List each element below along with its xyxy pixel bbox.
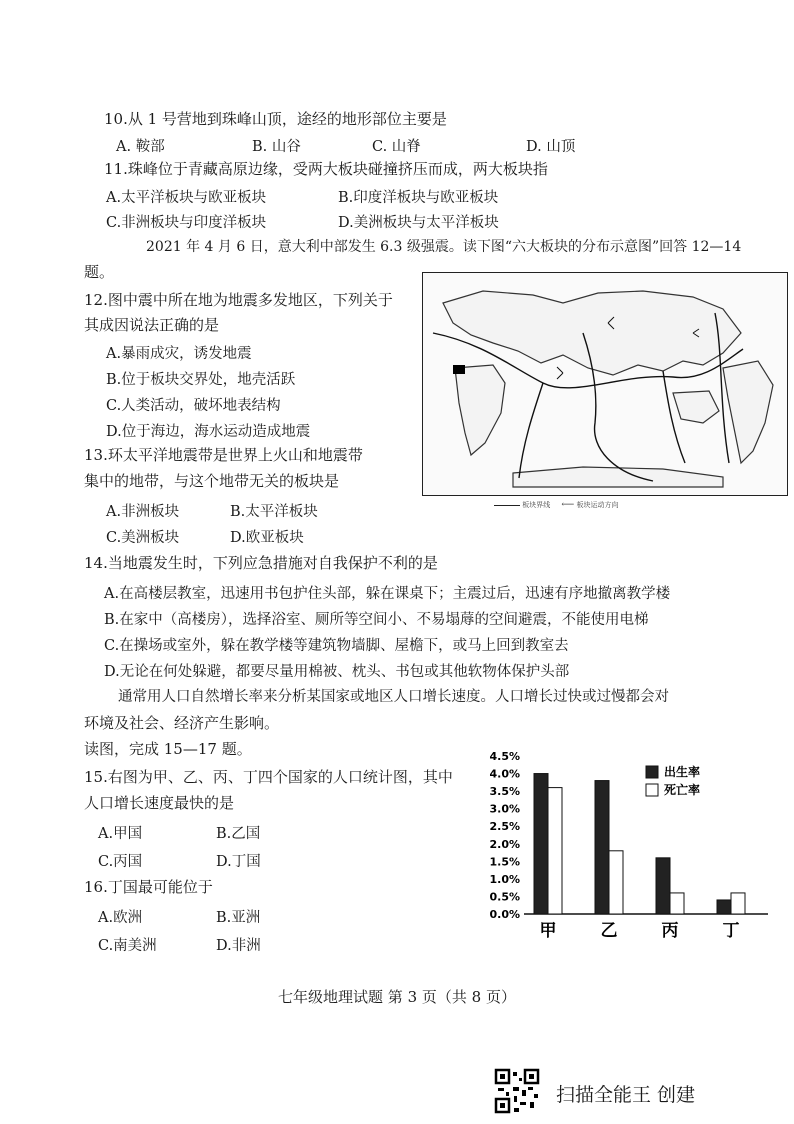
q16-option-b: B.亚洲 <box>216 910 261 926</box>
q15-option-c: C.丙国 <box>98 854 143 870</box>
legend-boundary-label: 板块界线 <box>522 501 551 509</box>
question-10-stem: 10.从 1 号营地到珠峰山顶，途经的地形部位主要是 <box>104 110 447 128</box>
q15-option-b: B.乙国 <box>216 826 261 842</box>
legend-boundary-icon <box>494 505 520 506</box>
question-12-stem-line1: 12.图中震中所在地为地震多发地区，下列关于 <box>84 291 393 309</box>
q16-option-a: A.欧洲 <box>98 910 143 926</box>
question-13-stem-line1: 13.环太平洋地震带是世界上火山和地震带 <box>84 446 363 464</box>
population-chart <box>478 748 778 943</box>
x-category-label: 乙 <box>600 921 618 941</box>
bar-死亡率-丁 <box>731 893 745 914</box>
question-15-stem-line2: 人口增长速度最快的是 <box>84 794 235 812</box>
q14-option-d: D.无论在何处躲避，都要尽量用棉被、枕头、书包或其他软物体保护头部 <box>104 664 570 680</box>
world-map-drawing <box>423 273 787 495</box>
bar-死亡率-乙 <box>609 851 623 914</box>
y-tick-label: 3.0% <box>489 802 520 816</box>
question-14-stem: 14.当地震发生时，下列应急措施对自我保护不利的是 <box>84 554 438 572</box>
legend-swatch-死亡率 <box>646 784 658 796</box>
q14-option-a: A.在高楼层教室，迅速用书包护住头部，躲在课桌下；主震过后，迅速有序地撤离教学楼 <box>104 586 671 602</box>
population-chart-svg <box>478 748 778 943</box>
q12-option-a: A.暴雨成灾，诱发地震 <box>106 346 252 362</box>
map-legend <box>494 500 619 510</box>
y-tick-label: 4.0% <box>489 767 520 781</box>
q10-option-b: B. 山谷 <box>252 139 301 155</box>
q15-option-d: D.丁国 <box>216 854 261 870</box>
q12-option-d: D.位于海边，海水运动造成地震 <box>106 424 311 440</box>
intro-earthquake-line2: 题。 <box>84 263 115 281</box>
y-tick-label: 2.5% <box>489 820 520 834</box>
intro-population-line3: 读图，完成 15—17 题。 <box>84 740 252 758</box>
epicenter-marker <box>453 365 465 374</box>
bar-出生率-丙 <box>656 858 670 914</box>
question-15-stem-line1: 15.右图为甲、乙、丙、丁四个国家的人口统计图，其中 <box>84 768 453 786</box>
page-footer: 七年级地理试题 第 3 页（共 8 页） <box>278 988 516 1006</box>
intro-population-line2: 环境及社会、经济产生影响。 <box>84 714 280 732</box>
q11-option-a: A.太平洋板块与欧亚板块 <box>106 190 267 206</box>
y-tick-label: 2.0% <box>489 837 520 851</box>
q11-option-b: B.印度洋板块与欧亚板块 <box>338 190 499 206</box>
bar-出生率-乙 <box>595 781 609 914</box>
y-tick-label: 1.5% <box>489 855 520 869</box>
y-tick-label: 3.5% <box>489 785 520 799</box>
q14-option-b: B.在家中（高楼房），选择浴室、厕所等空间小、不易塌蓐的空间避震，不能使用电梯 <box>104 612 649 628</box>
q13-option-d: D.欧亚板块 <box>230 530 304 546</box>
q12-option-b: B.位于板块交界处，地壳活跃 <box>106 372 296 388</box>
q16-option-d: D.非洲 <box>216 938 261 954</box>
legend-swatch-出生率 <box>646 766 658 778</box>
x-category-label: 甲 <box>539 921 557 941</box>
intro-population-line1: 通常用人口自然增长率来分析某国家或地区人口增长速度。人口增长过快或过慢都会对 <box>118 689 669 705</box>
q10-option-d: D. 山顶 <box>526 139 576 155</box>
bar-出生率-甲 <box>534 774 548 914</box>
legend-label-出生率: 出生率 <box>664 765 701 779</box>
y-tick-label: 1.0% <box>489 872 520 886</box>
bar-死亡率-丙 <box>670 893 684 914</box>
y-tick-label: 4.5% <box>489 750 520 763</box>
q14-option-c: C.在操场或室外，躲在教学楼等建筑物墙脚、屋檐下，或马上回到教室去 <box>104 638 569 654</box>
legend-arrow-label: 板块运动方向 <box>576 501 619 509</box>
question-12-stem-line2: 其成因说法正确的是 <box>84 316 220 334</box>
q11-option-c: C.非洲板块与印度洋板块 <box>106 215 267 231</box>
bar-死亡率-甲 <box>548 788 562 914</box>
y-tick-label: 0.0% <box>489 908 520 921</box>
legend-arrow-icon: ⟵ <box>561 500 575 510</box>
intro-earthquake-line1: 2021 年 4 月 6 日，意大利中部发生 6.3 级强震。读下图“六大板块的分布示意图”回答 12—14 <box>146 239 742 255</box>
legend-label-死亡率: 死亡率 <box>664 783 701 797</box>
q10-option-a: A. 鞍部 <box>116 139 165 155</box>
q12-option-c: C.人类活动，破坏地表结构 <box>106 398 281 414</box>
q16-option-c: C.南美洲 <box>98 938 157 954</box>
question-16-stem: 16.丁国最可能位于 <box>84 878 213 896</box>
question-13-stem-line2: 集中的地带，与这个地带无关的板块是 <box>84 472 340 490</box>
q10-option-c: C. 山脊 <box>372 139 421 155</box>
x-category-label: 丙 <box>661 921 679 941</box>
question-11-stem: 11.珠峰位于青藏高原边缘，受两大板块碰撞挤压而成，两大板块指 <box>104 160 548 178</box>
q15-option-a: A.甲国 <box>98 826 143 842</box>
q13-option-b: B.太平洋板块 <box>230 504 318 520</box>
x-category-label: 丁 <box>722 921 740 941</box>
q11-option-d: D.美洲板块与太平洋板块 <box>338 215 499 231</box>
plate-distribution-map <box>422 272 788 496</box>
qr-code-icon <box>494 1068 540 1114</box>
q13-option-a: A.非洲板块 <box>106 504 180 520</box>
q13-option-c: C.美洲板块 <box>106 530 180 546</box>
bar-出生率-丁 <box>717 900 731 914</box>
scanner-brand-text: 扫描全能王 创建 <box>556 1084 696 1106</box>
y-tick-label: 0.5% <box>489 890 520 904</box>
